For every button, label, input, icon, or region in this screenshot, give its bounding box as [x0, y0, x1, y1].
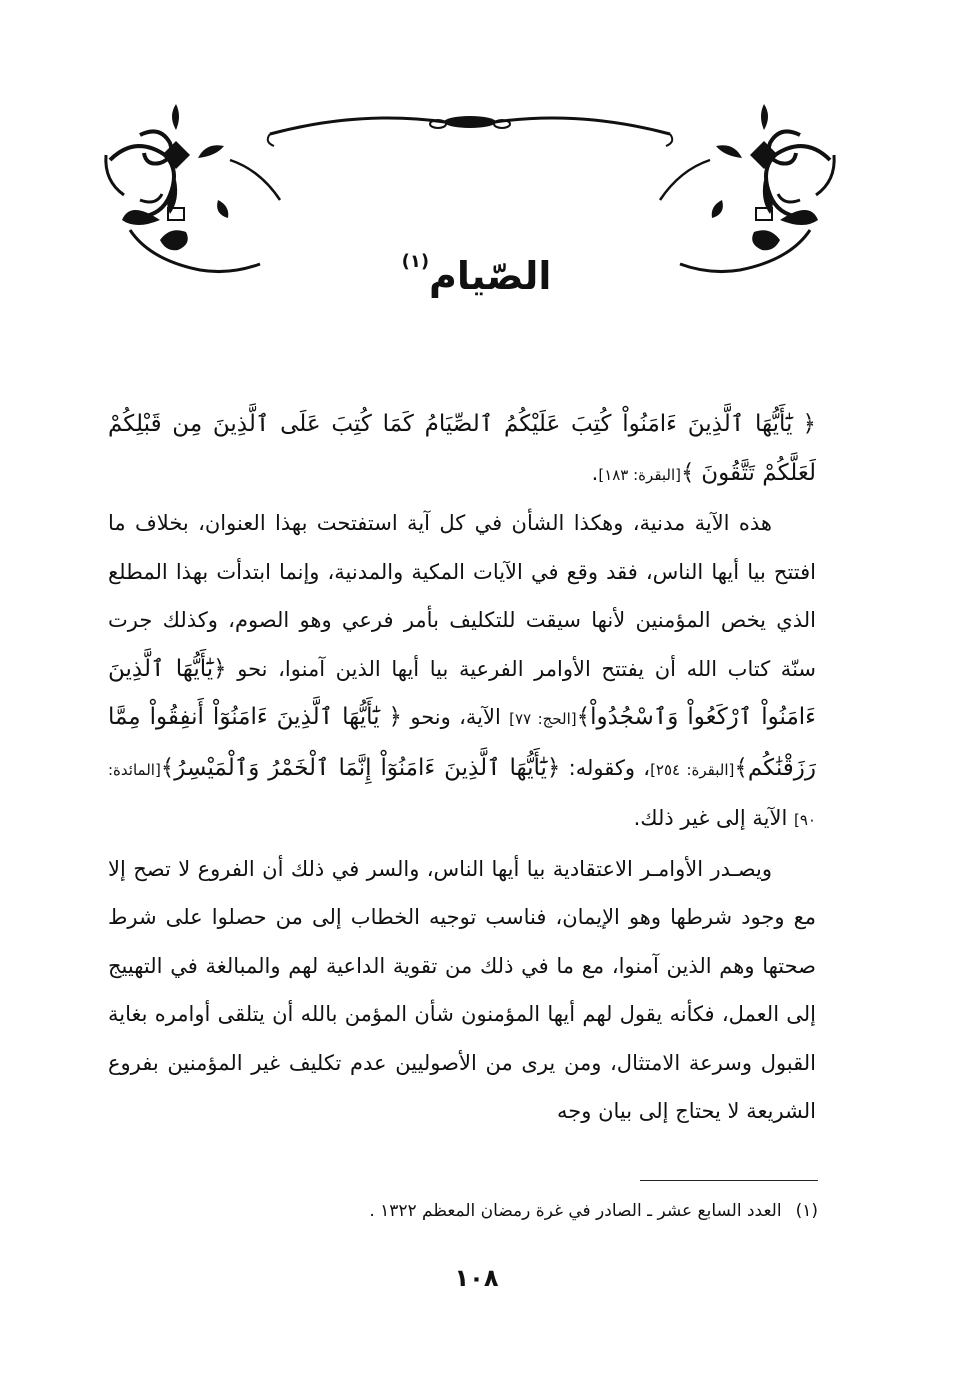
opening-verse-reference: [البقرة: ١٨٣]	[598, 465, 682, 484]
footnote-divider	[640, 1180, 818, 1181]
verse-close-bracket: ﴾	[681, 459, 695, 486]
paragraph-1-ref-3: [المائدة: ٩٠]	[108, 760, 816, 829]
chapter-title-text: الصّيام	[429, 254, 552, 298]
paragraph-1-verse-2: ﴿ يَٰٓأَيُّهَا ٱلَّذِينَ ءَامَنُوٓاْ أَنفِقُواْ مِمَّا رَزَقْنَٰكُم﴾	[108, 704, 816, 781]
paragraph-1-part-b: الآية، ونحو	[410, 705, 501, 729]
opening-verse-end: .	[591, 460, 599, 485]
paragraph-1-verse-3: ﴿يَٰٓأَيُّهَا ٱلَّذِينَ ءَامَنُوٓاْ إِنَّمَا ٱلْخَمْرُ وَٱلْمَيْسِرُ﴾	[160, 754, 561, 781]
chapter-title	[0, 232, 953, 306]
footnote-text: العدد السابع عشر ـ الصادر في غرة رمضان المعظم ١٣٢٢ .	[369, 1201, 782, 1221]
paragraph-1-ref-2: [البقرة: ٢٥٤]	[650, 760, 735, 779]
opening-verse	[108, 400, 816, 499]
paragraph-2: ويصـدر الأوامـر الاعتقادية بيا أيها الناس، والسر في ذلك أن الفروع لا تصح إلا مع وجود شرطها وهو الإيمان، فناسب توجيه الخطاب إلى من حصلوا على شرط صحتها وهم الذين آمنوا، مع ما في ذلك من تقوية الداعية لهم والمبالغة في التهييج إلى العمل، فكأنه يقول لهم أيها المؤمنون شأن المؤمن بالله أن يتلقى أوامره بغاية القبول وسرعة الامتثال، ومن يرى من الأصوليين عدم تكليف غير المؤمنين بفروع الشريعة لا يحتاج إلى بيان وجه	[108, 856, 816, 1123]
footnote-number: (١)	[795, 1201, 818, 1221]
paragraph-1-part-a: هذه الآية مدنية، وهكذا الشأن في كل آية استفتحت بهذا العنوان، بخلاف ما افتتح بيا أيها الناس، فقد وقع في الآيات المكية والمدنية، وإنما ابتدأت بهذا المطلع الذي يخص المؤمنين لأنها سيقت للتكليف بأمر فرعي وهو الصوم، وكذلك جرت سنّة كتاب الله أن يفتتح الأوامر الفرعية بيا أيها الذين آمنوا، نحو	[108, 511, 817, 681]
verse-open-bracket: ﴿	[802, 411, 816, 437]
paragraph-1-verse-1: ﴿يَٰٓأَيُّهَا ٱلَّذِينَ ءَامَنُواْ ٱرْكَعُواْ وَٱسْجُدُواْ﴾	[108, 655, 816, 730]
body-text	[108, 400, 816, 1136]
paragraph-1	[108, 499, 816, 845]
title-footnote-marker[interactable]: (١)	[401, 251, 430, 272]
paragraph-1-part-c: ، وكقوله:	[568, 755, 651, 780]
paragraph-1-ref-1: [الحج: ٧٧]	[509, 710, 577, 728]
footnote	[200, 1196, 818, 1226]
paragraph-1-part-d: الآية إلى غير ذلك.	[633, 806, 788, 830]
opening-verse-text: يَٰٓأَيُّهَا ٱلَّذِينَ ءَامَنُواْ كُتِبَ عَلَيْكُمُ ٱلصِّيَامُ كَمَا كُتِبَ عَلَى ٱلَّذِينَ مِن قَبْلِكُمْ لَعَلَّكُمْ تَتَّقُونَ	[108, 411, 816, 486]
page-number: ١٠٨	[454, 1264, 499, 1292]
